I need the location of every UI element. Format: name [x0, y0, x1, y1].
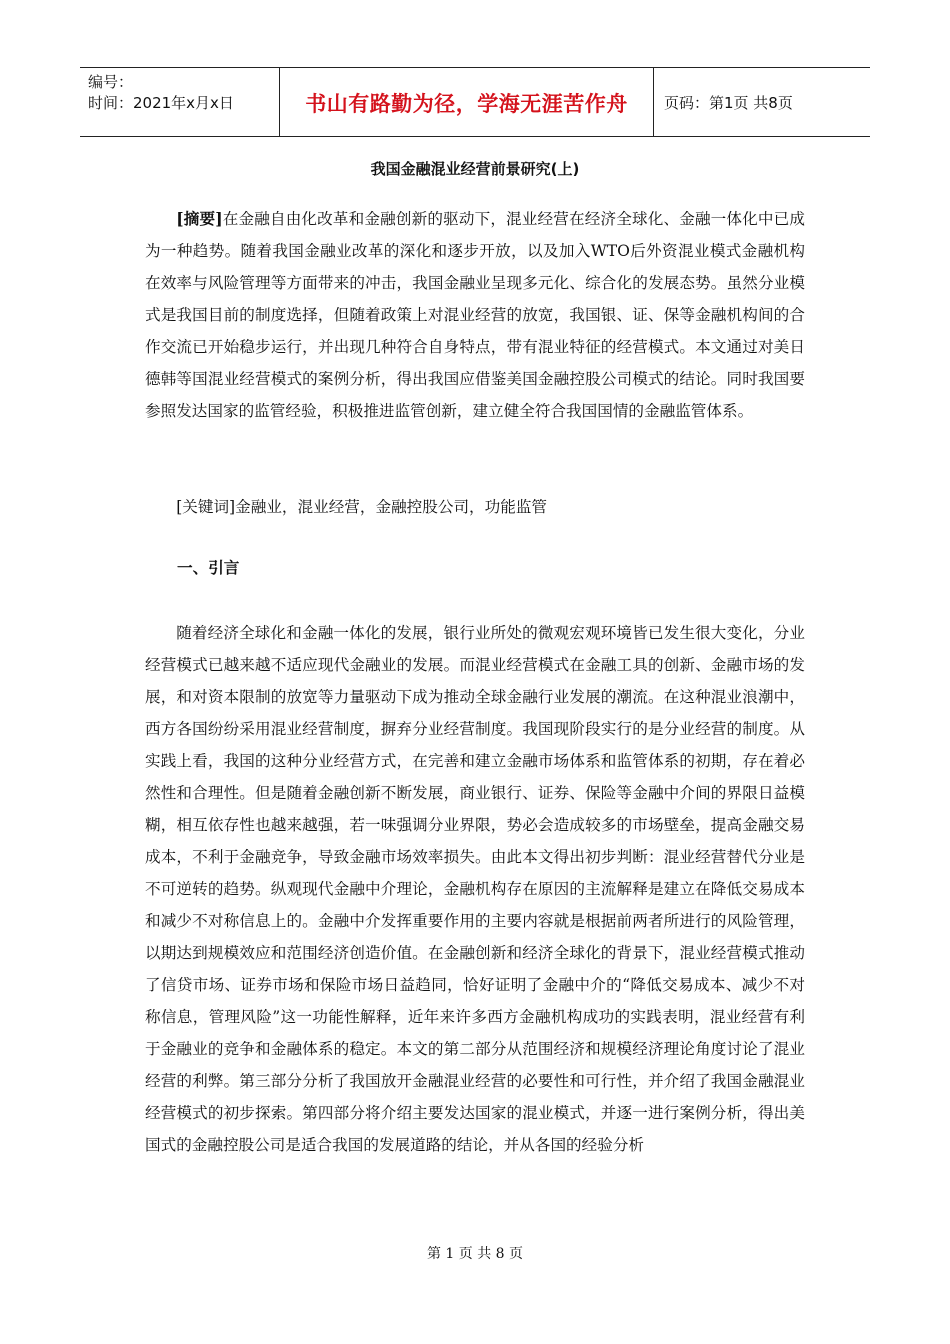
- header-motto-cell: [280, 68, 654, 136]
- keywords-text: 金融业，混业经营，金融控股公司，功能监管: [235, 498, 548, 516]
- abstract-paragraph: [145, 203, 805, 427]
- header-table: [80, 67, 870, 137]
- header-meta-cell: [80, 68, 280, 136]
- page-footer: 第 1 页 共 8 页: [426, 1246, 524, 1262]
- document-number-label: 编号：: [88, 73, 134, 91]
- abstract-tag: [摘要]: [176, 209, 223, 228]
- header-page-cell: [654, 68, 870, 136]
- introduction-paragraph: 随着经济全球化和金融一体化的发展，银行业所处的微观宏观环境皆已发生很大变化，分业经营模式已越来越不适应现代金融业的发展。而混业经营模式在金融工具的创新、金融市场的发展，和对资本限制的放宽等力量驱动下成为推动全球金融行业发展的潮流。在这种混业浪潮中，西方各国纷纷采用混业经营制度，摒弃分业经营制度。我国现阶段实行的是分业经营的制度。从实践上看，我国的这种分业经营方式，在完善和建立金融市场体系和监管体系的初期，存在着必然性和合理性。但是随着金融创新不断发展，商业银行、证券、保险等金融中介间的界限日益模糊，相互依存性也越来越强，若一味强调分业界限，势必会造成较多的市场壁垒，提高金融交易成本，不利于金融竞争，导致金融市场效率损失。由此本文得出初步判断：混业经营替代分业是不可逆转的趋势。纵观现代金融中介理论，金融机构存在原因的主流解释是建立在降低交易成本和减少不对称信息上的。金融中介发挥重要作用的主要内容就是根据前两者所进行的风险管理，以期达到规模效应和范围经济创造价值。在金融创新和经济全球化的背景下，混业经营模式推动了信贷市场、证券市场和保险市场日益趋同，恰好证明了金融中介的“降低交易成本、减少不对称信息，管理风险”这一功能性解释，近年来许多西方金融机构成功的实践表明，混业经营有利于金融业的竞争和金融体系的稳定。本文的第二部分从范围经济和规模经济理论角度讨论了混业经营的利弊。第三部分分析了我国放开金融混业经营的必要性和可行性，并介绍了我国金融混业经营模式的初步探索。第四部分将介绍主要发达国家的混业模式，并逐一进行案例分析，得出美国式的金融控股公司是适合我国的发展道路的结论，并从各国的经验分析: [145, 624, 805, 1154]
- section-heading-introduction: 一、引言: [177, 559, 240, 577]
- page-number-label: 页码：第1页 共8页: [664, 93, 793, 112]
- abstract-text: 在金融自由化改革和金融创新的驱动下，混业经营在经济全球化、金融一体化中已成为一种趋势。随着我国金融业改革的深化和逐步开放，以及加入WTO后外资混业模式金融机构在效率与风险管理等方面带来的冲击，我国金融业呈现多元化、综合化的发展态势。虽然分业模式是我国目前的制度选择，但随着政策上对混业经营的放宽，我国银、证、保等金融机构间的合作交流已开始稳步运行，并出现几种符合自身特点，带有混业特征的经营模式。本文通过对美日德韩等国混业经营模式的案例分析，得出我国应借鉴美国金融控股公司模式的结论。同时我国要参照发达国家的监管经验，积极推进监管创新，建立健全符合我国国情的金融监管体系。: [145, 210, 805, 420]
- article-title: 我国金融混业经营前景研究(上): [370, 160, 580, 178]
- document-date-label: 时间：2021年x月x日: [88, 94, 234, 112]
- keywords-tag: [关键词]: [176, 498, 236, 516]
- keywords-paragraph: [145, 491, 805, 523]
- motto-text: 书山有路勤为径，学海无涯苦作舟: [305, 92, 628, 116]
